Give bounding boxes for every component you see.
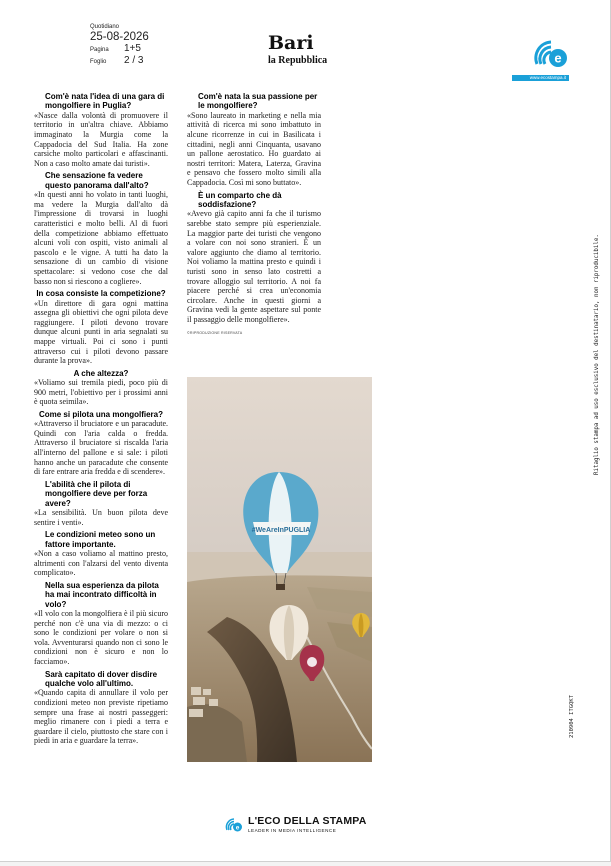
answer-paragraph: «In questi anni ho volato in tanti luoghi, ma vedere la Murgia dall'alto dà l'impressione di trovarsi in luoghi caratteristici e molto belli. Al di fuori della competizione abbiamo effettuato alcuni voli con ospiti, visto animali al pascolo e le vigne. A tutti ha dato la sensazione di un cambio di visione spettacolare: si vedono cose che dal basso non si riescono a cogliere». [34,190,168,286]
question-heading: Che sensazione fa vedere questo panorama dall'alto? [45,171,149,190]
answer-paragraph: «Quando capita di annullare il volo per condizioni meteo non previste ripetiamo sempre una frase ai nostri passeggeri: meglio rimanere con i piedi a terra e guardare il cielo, piuttosto che stare con i piedi in aria e guardare la terra». [34,688,168,746]
question-heading: Sarà capitato di dover disdire qualche volo all'ultimo. [45,669,158,689]
page-row [90,43,149,55]
question-heading: In cosa consiste la competizione? [36,289,166,299]
svg-text:e: e [235,824,240,832]
question-heading: L'abilità che il pilota di mongolfiere deve per forza avere? [45,479,148,508]
masthead-paper: la Repubblica [268,55,328,66]
answer-paragraph: «Nasce dalla volontà di promuovere il territorio in un'altra chiave. Abbiamo immaginato la Murgia come la Cappadocia del Sud Italia. Ha zone carsiche molto particolari e affascinanti. Non a caso molto amate dai turisti». [34,110,168,168]
question-heading: Nella sua esperienza da pilota ha mai incontrato difficoltà in volo? [45,580,159,609]
copyright-note: ©RIPRODUZIONE RISERVATA [187,330,243,335]
question-heading: Com'è nata l'idea di una gara di mongolfiere in Puglia? [45,92,165,111]
sheet-label: Foglio [90,59,107,65]
question-heading: Le condizioni meteo sono un fattore importante. [45,530,156,549]
clipping-code: 210904 ITGQKT [569,694,575,738]
article-column-2 [187,92,321,338]
masthead-city: Bari [268,32,314,54]
page-label: Pagina [90,47,109,53]
balloon-text: #WeAreInPUGLIA [251,527,311,534]
answer-paragraph: «Attraverso il bruciatore e un paracadute. Quindi con l'aria calda o fredda. Attraverso il bruciatore si riscalda l'aria all'interno del pallone e si sale: i piloti hanno anche un paracadute che consente di fare entrare aria fredda e di scendere». [34,419,168,477]
question-heading: Com'è nata la sua passione per le mongolfiere? [198,92,318,111]
answer-paragraph: «Avevo già capito anni fa che il turismo sarebbe stato sempre più esperienziale. La maggior parte dei turisti che vengono a volare con noi sono stranieri. È un valore aggiunto che diamo al territorio. Noi voliamo la mattina presto e quindi i turisti sono in senso lato costretti a trovare alloggio sul territorio. A noi fa piacere perché si crea un'economia circolare. Anche in questi giorni a Gravina vedi la gente aspettare sul ponte il passaggio delle mongolfiere». [187,209,321,324]
article-column-1 [34,92,168,749]
eco-della-stampa-logo-icon [224,814,244,834]
page-value: 1+5 [124,43,141,54]
publication-meta [90,24,149,67]
footer-tagline: LEADER IN MEDIA INTELLIGENCE [248,828,337,833]
reproduction-notice: Ritaglio stampa ad uso esclusivo del destinatario, non riproducibile. [594,234,600,475]
website-url: www.ecostampa.it [512,75,569,81]
svg-text:e: e [554,50,562,66]
answer-paragraph: «La sensibilità. Un buon pilota deve sentire i venti». [34,508,168,527]
sheet-row [90,55,149,67]
question-heading: A che altezza? [73,368,129,378]
answer-paragraph: «Un direttore di gara ogni mattina assegna gli obiettivi che ogni pilota deve raggiungere. I piloti devono trovare dunque alcuni punti in aria segnalati su mappe virtuali. Poi ci sono i punti attraverso cui i piloti devono passare durante la prova». [34,298,168,366]
sheet-value: 2 / 3 [124,55,144,66]
footer-brand-name: L'ECO DELLA STAMPA [248,815,367,827]
footer-brand [224,814,366,834]
answer-paragraph: «Non a caso voliamo al mattino presto, altrimenti con l'alzarsi del vento diventa complicato». [34,549,168,578]
answer-paragraph: «Voliamo sui tremila piedi, poco più di 900 metri, l'obiettivo per i prossimi anni è quota seimila». [34,378,168,407]
answer-paragraph: «Il volo con la mongolfiera è il più sicuro perché non c'è una via di mezzo: o ci sono le condizioni per volare o non si vola. Avventurarsi quando non ci sono le condizioni non è sicuro e non lo facciamo». [34,609,168,667]
date: 25-08-2026 [90,31,149,43]
type-label: Quotidiano [90,24,120,30]
question-heading: Come si pilota una mongolfiera? [38,409,163,419]
eco-della-stampa-logo-icon [531,34,571,70]
question-heading: È un comparto che dà soddisfazione? [198,190,282,209]
balloons-photo [187,377,372,762]
balloons-illustration [187,377,372,762]
masthead [268,34,348,66]
answer-paragraph: «Sono laureato in marketing e nella mia attività di ricerca mi sono imbattuto in alcune ricorrenze in cui in Basilicata i cittadini, negli anni Cinquanta, usavano un pallone aerostatico. Ho guardato ai nostri territori: Matera, Laterza, Gravina e pensavo che fossero molto simili alla Cappadocia. Così mi sono buttato». [187,110,321,187]
